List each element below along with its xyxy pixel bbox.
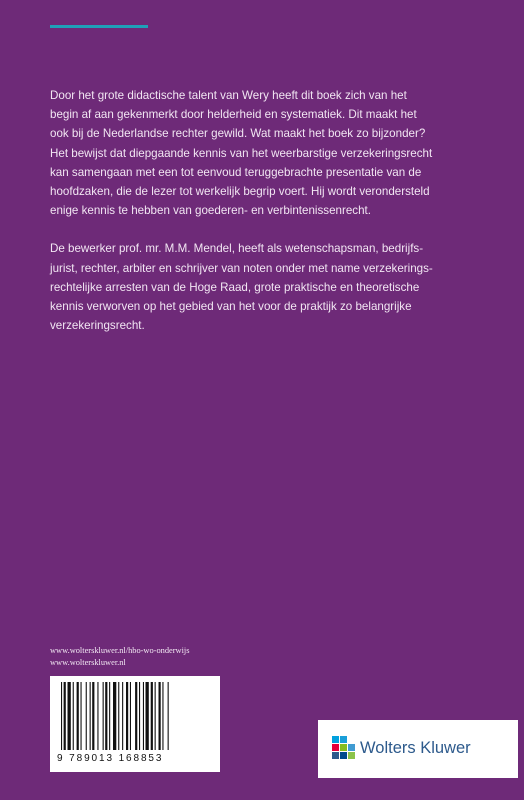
publisher-urls xyxy=(50,645,189,668)
accent-line xyxy=(50,25,148,28)
barcode-bars xyxy=(59,682,211,750)
publisher-name: Wolters Kluwer xyxy=(360,739,471,757)
blurb-paragraph-1: Door het grote didactische talent van Wery heeft dit boek zich van het begin af aan gekenmerkt door helderheid en systematiek. Dit maakt het ook bij de Nederlandse rechter gewild. Wat maakt het boek zo bijzonder? Het bewijst dat diepgaande kennis van het weerbarstige verzekeringsrecht kan samengaan met een tot eenvoud teruggebrachte presentatie van de hoofdzaken, die de lezer tot werkelijk begrip voert. Hij wordt verondersteld enige kennis te hebben van goederen- en verbintenissenrecht. xyxy=(50,89,433,218)
url-hbo-wo-onderwijs[interactable]: www.wolterskluwer.nl/hbo-wo-onderwijs xyxy=(50,646,190,655)
back-cover-blurb xyxy=(50,86,490,354)
url-wolterskluwer[interactable]: www.wolterskluwer.nl xyxy=(50,657,126,667)
publisher-logo xyxy=(318,720,518,778)
blurb-paragraph-2: De bewerker prof. mr. M.M. Mendel, heeft als wetenschapsman, bedrijfs- jurist, rechter, arbiter en schrijver van noten onder met name verzekerings- rechtelijke arresten van de Hoge Raad, grote praktische en theoretische kennis verworven op het gebied van het voor de praktijk zo belangrijke verzekeringsrecht. xyxy=(50,242,433,333)
isbn-barcode xyxy=(50,676,220,772)
isbn-number: 9 789013 168853 xyxy=(57,753,164,764)
wolters-kluwer-mosaic-icon xyxy=(332,736,356,760)
